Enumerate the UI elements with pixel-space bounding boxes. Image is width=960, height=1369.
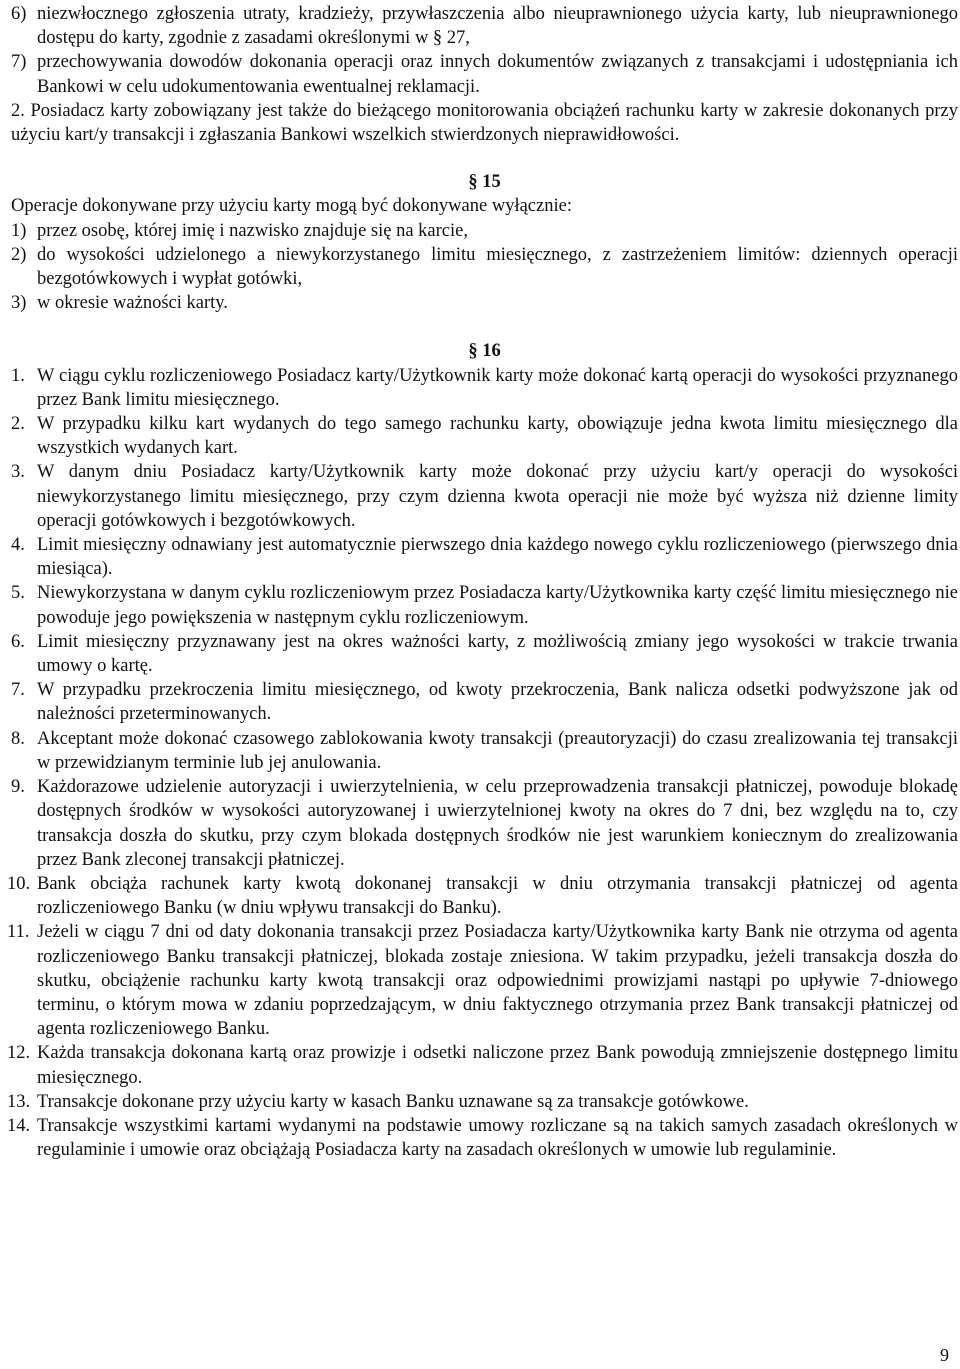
- section-intro: Operacje dokonywane przy użyciu karty mogą być dokonywane wyłącznie:: [11, 196, 572, 217]
- item-number: 3): [11, 293, 27, 314]
- item-text: Limit miesięczny odnawiany jest automatycznie pierwszego dnia każdego nowego cyklu rozliczeniowego (pierwszego dnia miesiąca).: [37, 535, 958, 580]
- item-text: Transakcje dokonane przy użyciu karty w kasach Banku uznawane są za transakcje gotówkowe.: [37, 1091, 749, 1112]
- item-number: 5.: [11, 583, 25, 604]
- item-number: 11.: [7, 922, 30, 943]
- item-text: przez osobę, której imię i nazwisko znajduje się na karcie,: [37, 220, 468, 241]
- list-item: [11, 219, 958, 243]
- item-text: w okresie ważności karty.: [37, 293, 228, 314]
- item-text: Niewykorzystana w danym cyklu rozliczeniowym przez Posiadacza karty/Użytkownika karty część limitu miesięcznego nie powoduje jego powiększenia w następnym cyklu rozliczeniowym.: [37, 583, 958, 628]
- section-heading-16: § 16: [468, 341, 501, 362]
- item-text: do wysokości udzielonego a niewykorzystanego limitu miesięcznego, z zastrzeżeniem limitów: dziennych operacji bezgotówkowych i wypłat gotówki,: [37, 244, 958, 290]
- page-number: 9: [940, 1344, 949, 1365]
- item-text: Jeżeli w ciągu 7 dni od daty dokonania transakcji przez Posiadacza karty/Użytkownika karty Bank nie otrzyma od agenta rozliczeniowego Banku transakcji płatniczej, blokada zostaje zniesiona. W takim przypadku, jeżeli transakcja doszła do skutku, obciążenie rachunku karty kwotą transakcji oraz odpowiednimi prowizjami nastąpi po upływie 7-dniowego terminu, o którym mowa w zdaniu poprzedzającym, w dniu faktycznego otrzymania przez Bank transakcji płatniczej od agenta rozliczeniowego Banku.: [37, 922, 958, 1040]
- item-number: 1.: [11, 365, 25, 386]
- item-number: 12.: [7, 1043, 31, 1064]
- item-number: 7.: [11, 680, 25, 701]
- list-item: [11, 630, 958, 678]
- list-item: [11, 2, 958, 50]
- item-number: 2.: [11, 414, 25, 435]
- list-item: [11, 243, 958, 291]
- list-item: [11, 581, 958, 629]
- list-item: [11, 775, 958, 872]
- list-item: [11, 678, 958, 726]
- item-text: Limit miesięczny przyznawany jest na okres ważności karty, z możliwością zmiany jego wysokości w trakcie trwania umowy o kartę.: [37, 631, 958, 677]
- section-heading-15: § 15: [468, 172, 501, 193]
- item-number: 14.: [7, 1115, 31, 1136]
- item-number: 7): [11, 52, 27, 73]
- item-text: W danym dniu Posiadacz karty/Użytkownik karty może dokonać przy użyciu kart/y operacji do wysokości niewykorzystanego limitu miesięcznego, przy czym dzienna kwota operacji nie może być wyższa niż dzienne limity operacji gotówkowych i bezgotówkowych.: [37, 462, 958, 531]
- item-text: Każda transakcja dokonana kartą oraz prowizje i odsetki naliczone przez Bank powodują zmniejszenie dostępnego limitu miesięcznego.: [37, 1043, 958, 1088]
- item-number: 6): [11, 4, 27, 24]
- item-text: Akceptant może dokonać czasowego zablokowania kwoty transakcji (preautoryzacji) do czasu zrealizowania tej transakcji w przewidzianym terminie lub jej anulowania.: [37, 728, 958, 773]
- list-item: [11, 727, 958, 775]
- list-item: [11, 364, 958, 412]
- list-item: [7, 872, 958, 920]
- item-number: 9.: [11, 777, 25, 798]
- item-number: 10.: [7, 873, 31, 894]
- list-item: [7, 1090, 958, 1114]
- item-number: 13.: [7, 1091, 31, 1112]
- item-text: W przypadku kilku kart wydanych do tego samego rachunku karty, obowiązuje jedna kwota limitu miesięcznego dla wszystkich wydanych kart.: [37, 414, 958, 459]
- list-item: [11, 412, 958, 460]
- item-text: Bank obciąża rachunek karty kwotą dokonanej transakcji w dniu otrzymania transakcji płatniczej od agenta rozliczeniowego Banku (w dniu wpływu transakcji do Banku).: [37, 873, 958, 919]
- list-item: [11, 50, 958, 98]
- document-body: [7, 2, 958, 1162]
- list-item: [11, 291, 958, 315]
- list-item: [11, 460, 958, 533]
- item-number: 4.: [11, 535, 25, 556]
- item-number: 1): [11, 220, 27, 241]
- item-text: przechowywania dowodów dokonania operacji oraz innych dokumentów związanych z transakcjami i udostępniania ich Bankowi w celu udokumentowania ewentualnej reklamacji.: [37, 52, 958, 97]
- paragraph-text: Posiadacz karty zobowiązany jest także do bieżącego monitorowania obciążeń rachunku karty w zakresie dokonanych przy użyciu kart/y transakcji i zgłaszania Bankowi wszelkich stwierdzonych nieprawidłowości.: [11, 100, 958, 146]
- paragraph-2: [11, 99, 958, 147]
- item-text: niezwłocznego zgłoszenia utraty, kradzieży, przywłaszczenia albo nieuprawnionego użycia karty, lub nieuprawnionego dostępu do karty, zgodnie z zasadami określonymi w § 27,: [37, 4, 958, 49]
- paragraph-number: 2.: [11, 100, 25, 121]
- item-number: 3.: [11, 462, 25, 483]
- item-text: W przypadku przekroczenia limitu miesięcznego, od kwoty przekroczenia, Bank nalicza odsetki podwyższone jak od należności przeterminowanych.: [37, 680, 958, 725]
- item-number: 6.: [11, 631, 25, 652]
- item-text: Każdorazowe udzielenie autoryzacji i uwierzytelnienia, w celu przeprowadzenia transakcji płatniczej, powoduje blokadę dostępnych środków w wysokości autoryzowanej i uwierzytelnionej kwoty na okres do 7 dni, bez względu na to, czy transakcja doszła do skutku, przy czym blokada dostępnych środków nie jest warunkiem koniecznym do zrealizowania przez Bank zleconej transakcji płatniczej.: [37, 777, 958, 870]
- list-item: [7, 1041, 958, 1089]
- item-text: Transakcje wszystkimi kartami wydanymi na podstawie umowy rozliczane są na takich samych zasadach określonych w regulaminie i umowie oraz obciążają Posiadacza karty na zasadach określonych w umowie lub regulaminie.: [37, 1115, 958, 1161]
- item-number: 8.: [11, 728, 25, 749]
- list-item: [11, 533, 958, 581]
- list-item: [7, 920, 958, 1041]
- item-text: W ciągu cyklu rozliczeniowego Posiadacz karty/Użytkownik karty może dokonać kartą operacji do wysokości przyznanego przez Bank limitu miesięcznego.: [37, 365, 958, 410]
- list-item: [7, 1114, 958, 1162]
- item-number: 2): [11, 244, 27, 265]
